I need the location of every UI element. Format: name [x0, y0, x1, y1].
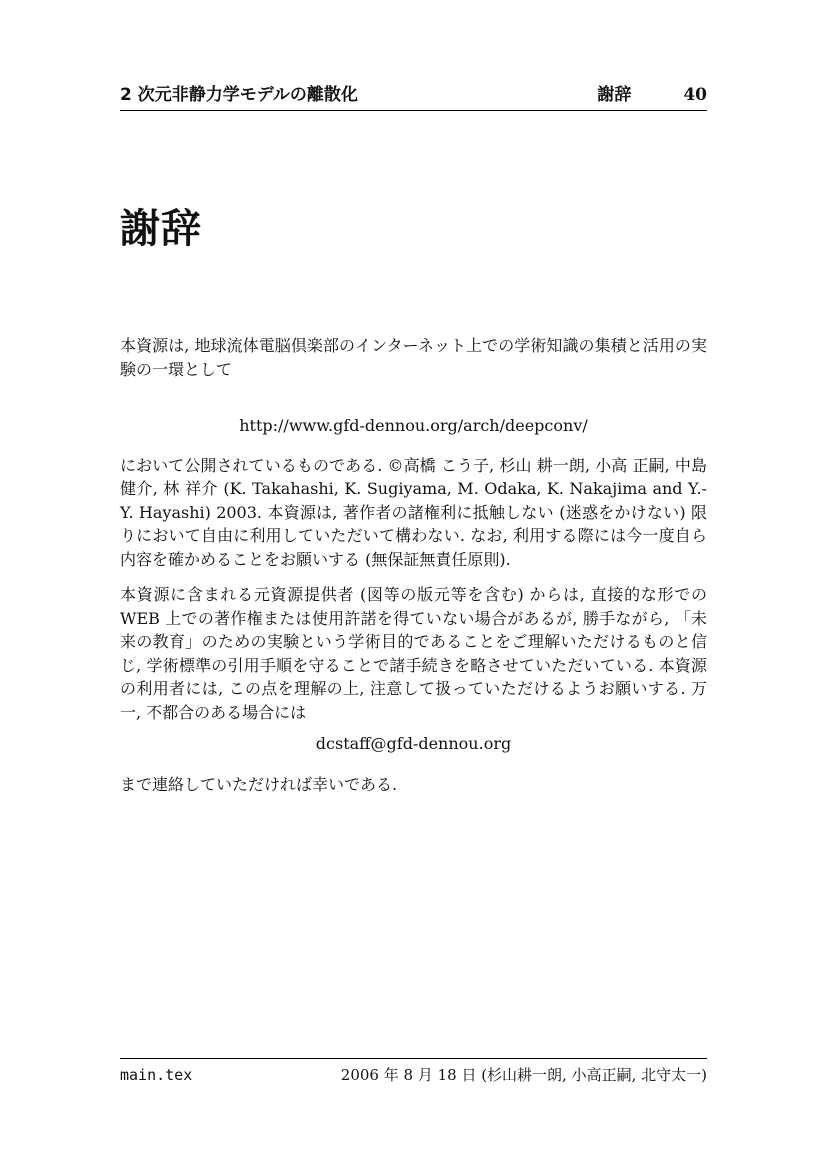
header-right-group — [597, 84, 707, 106]
paragraph-intro: 本資源は, 地球流体電脳倶楽部のインターネット上での学術知識の集積と活用の実験の一環として — [120, 336, 707, 379]
footer-date-authors: 2006 年 8 月 18 日 (杉山耕一朗, 小高正嗣, 北守太一) — [340, 1066, 707, 1084]
paragraph-disclaimer: 本資源に含まれる元資源提供者 (図等の版元等を含む) からは, 直接的な形での WEB 上での著作権または使用許諾を得ていない場合があるが, 勝手ながら, 「未来の教育」のための実験という学術目的であることをご理解いただけるものと信じ, 学術標準の引用手順を守ることで諸手続きを略させていただいている. 本資源の利用者には, この点を理解の上, 注意して扱っていただけるようお願いする. 万一, 不都合のある場合には — [120, 585, 707, 722]
header-rule — [120, 110, 707, 111]
resource-url: http://www.gfd-dennou.org/arch/deepconv/ — [239, 416, 588, 435]
footer-rule — [120, 1058, 707, 1059]
page-title: 謝辞 — [120, 206, 202, 252]
running-header — [120, 84, 707, 106]
body-text — [120, 334, 707, 796]
running-footer — [120, 1064, 707, 1086]
contact-email: dcstaff@gfd-dennou.org — [315, 734, 512, 753]
footer-filename: main.tex — [120, 1066, 193, 1084]
header-chapter-label: 謝辞 — [597, 85, 632, 105]
header-section-title: 2 次元非静力学モデルの離散化 — [120, 85, 358, 105]
header-page-number: 40 — [683, 85, 707, 105]
paragraph-copyright-license: において公開されているものである. ©高橋 こう子, 杉山 耕一朗, 小高 正嗣, 中島 健介, 林 祥介 (K. Takahashi, K. Sugiyama, M. Odaka, K. Nakajima and Y.-Y. Hayashi) 2003. 本資源は, 著作者の諸権利に抵触しない (迷惑をかけない) 限りにおいて自由に利用していただいて構わない. なお, 利用する際には今一度自ら内容を確かめることをお願いする (無保証無責任原則). — [120, 455, 707, 569]
paragraph-closing: まで連絡していただければ幸いである. — [120, 774, 398, 794]
